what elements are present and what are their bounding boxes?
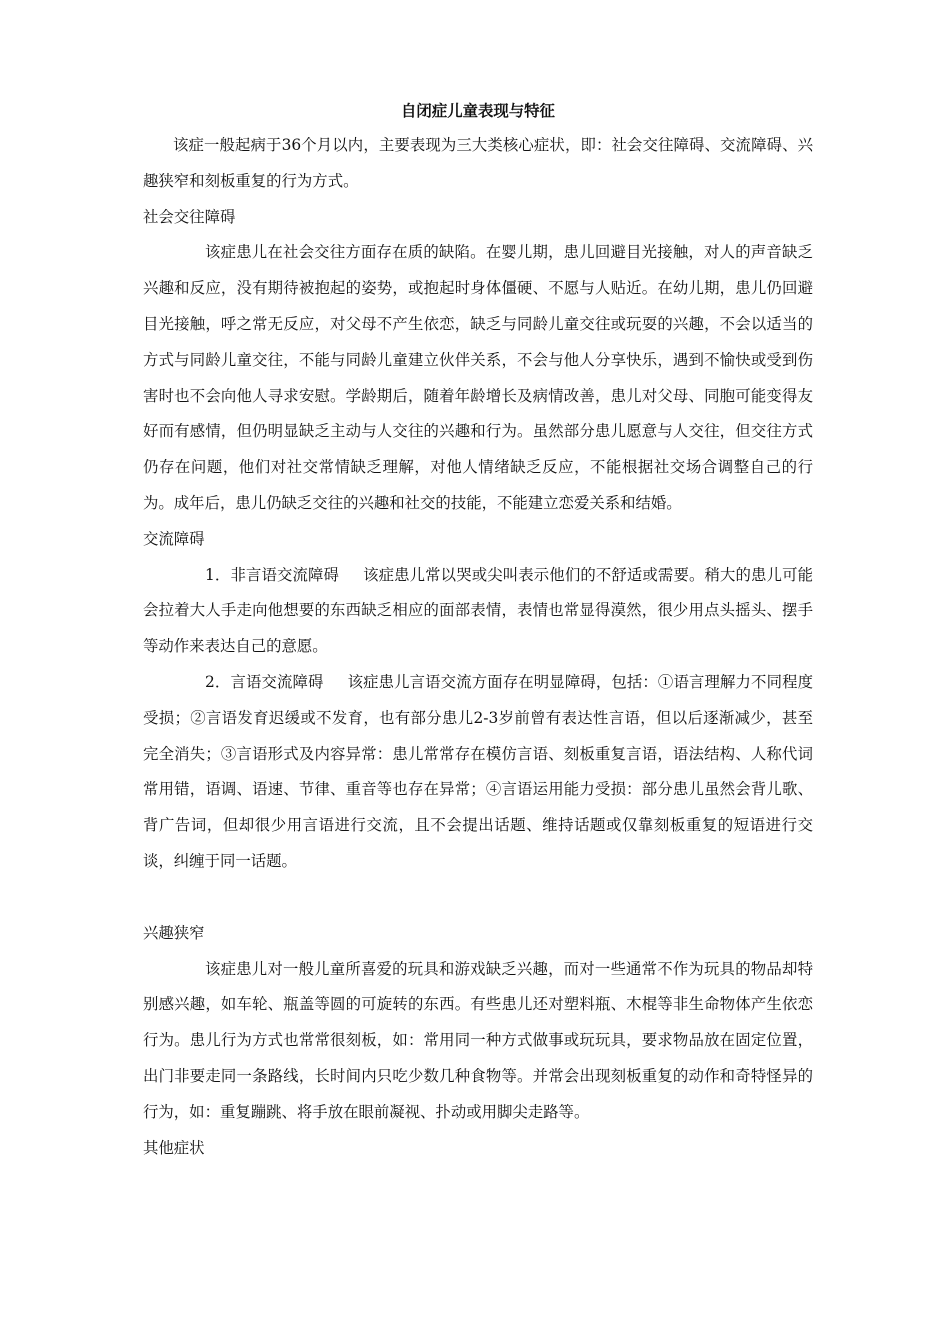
section-body-interests: 该症患儿对一般儿童所喜爱的玩具和游戏缺乏兴趣，而对一些通常不作为玩具的物品却特别感兴趣，如车轮、瓶盖等圆的可旋转的东西。有些患儿还对塑料瓶、木棍等非生命物体产生依恋行为。患儿行为方式也常常很刻板，如：常用同一种方式做事或玩玩具，要求物品放在固定位置，出门非要走同一条路线，长时间内只吃少数几种食物等。并常会出现刻板重复的动作和奇特怪异的行为，如：重复蹦跳、将手放在眼前凝视、扑动或用脚尖走路等。 (143, 959, 813, 1121)
item-body-nonverbal: 该症患儿常以哭或尖叫表示他们的不舒适或需要。稍大的患儿可能会拉着大人手走向他想要的东西缺乏相应的面部表情，表情也常显得漠然，很少用点头摇头、摆手等动作来表达自己的意愿。 (143, 565, 813, 656)
item-label-nonverbal: 1．非言语交流障碍 (205, 565, 340, 584)
item-label-verbal: 2．言语交流障碍 (205, 672, 324, 691)
intro-paragraph: 该症一般起病于36个月以内，主要表现为三大类核心症状，即：社会交往障碍、交流障碍、兴趣狭窄和刻板重复的行为方式。 (143, 136, 813, 190)
communication-item-verbal (143, 665, 813, 880)
communication-item-nonverbal (143, 558, 813, 665)
section-heading-social: 社会交往障碍 (143, 207, 236, 226)
section-body-social: 该症患儿在社会交往方面存在质的缺陷。在婴儿期，患儿回避目光接触，对人的声音缺乏兴趣和反应，没有期待被抱起的姿势，或抱起时身体僵硬、不愿与人贴近。在幼儿期，患儿仍回避目光接触，呼之常无反应，对父母不产生依恋，缺乏与同龄儿童交往或玩耍的兴趣，不会以适当的方式与同龄儿童交往，不能与同龄儿童建立伙伴关系，不会与他人分享快乐，遇到不愉快或受到伤害时也不会向他人寻求安慰。学龄期后，随着年龄增长及病情改善，患儿对父母、同胞可能变得友好而有感情，但仍明显缺乏主动与人交往的兴趣和行为。虽然部分患儿愿意与人交往，但交往方式仍存在问题，他们对社交常情缺乏理解，对他人情绪缺乏反应，不能根据社交场合调整自己的行为。成年后，患儿仍缺乏交往的兴趣和社交的技能，不能建立恋爱关系和结婚。 (143, 243, 813, 512)
document-page (143, 96, 813, 1166)
section-heading-communication: 交流障碍 (143, 529, 205, 548)
document-title: 自闭症儿童表现与特征 (401, 102, 555, 120)
section-heading-other: 其他症状 (143, 1138, 205, 1157)
blank-line (143, 880, 813, 916)
item-body-verbal: 该症患儿言语交流方面存在明显障碍，包括：①语言理解力不同程度受损；②言语发育迟缓或不发育，也有部分患儿2-3岁前曾有表达性言语，但以后逐渐减少，甚至完全消失；③言语形式及内容异常：患儿常常存在模仿言语、刻板重复言语，语法结构、人称代词常用错，语调、语速、节律、重音等也存在异常；④言语运用能力受损：部分患儿虽然会背儿歌、背广告词，但却很少用言语进行交流，且不会提出话题、维持话题或仅靠刻板重复的短语进行交谈，纠缠于同一话题。 (143, 672, 813, 870)
section-heading-interests: 兴趣狭窄 (143, 923, 205, 942)
